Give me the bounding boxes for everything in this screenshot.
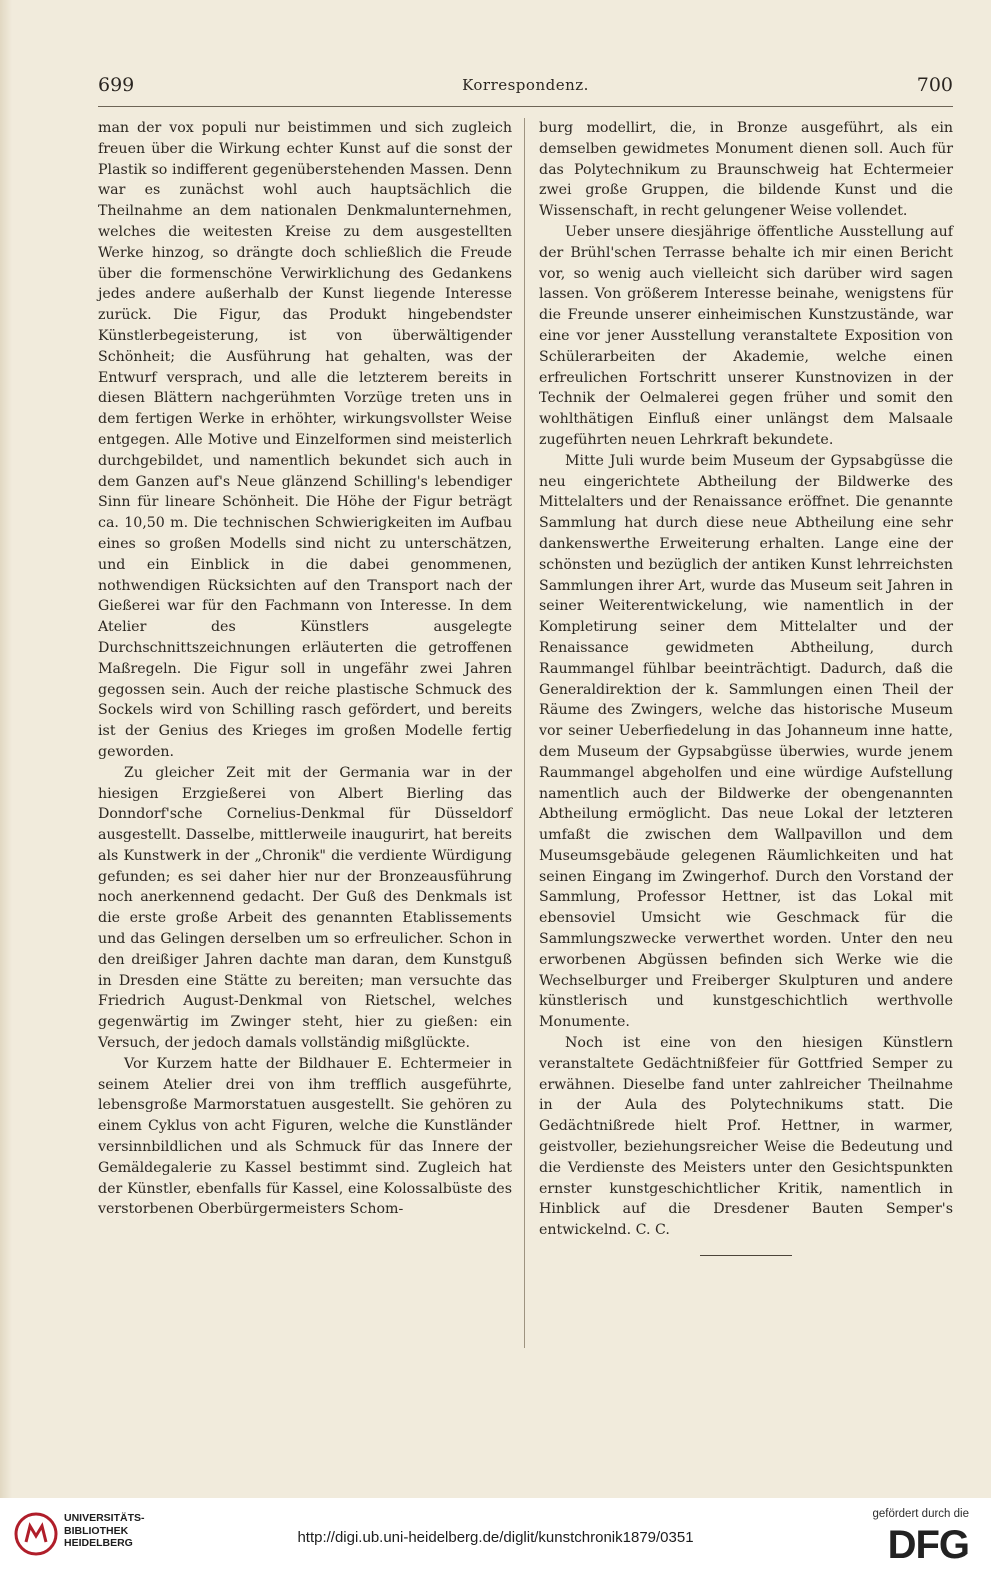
- source-url-link[interactable]: http://digi.ub.uni-heidelberg.de/diglit/kunstchronik1879/0351: [297, 1529, 694, 1546]
- scan-edge-shadow: [0, 0, 12, 1498]
- university-line: UNIVERSITÄTS-: [64, 1512, 145, 1524]
- left-page-number: 699: [98, 74, 135, 96]
- digitization-footer: [0, 1498, 991, 1581]
- left-column: [98, 118, 512, 1220]
- paragraph: man der vox populi nur beistimmen und sich zugleich freuen über die Wirkung echter Kunst auf die sonst der Plastik so indifferent gegenüberstehenden Massen. Denn war es zunächst wohl auch hauptsächlich die Theilnahme an dem nationalen Denkmalunternehmen, welches die weitesten Kreise zu dem ausgestellten Werke hinzog, so drängte doch schließlich die Freude über die formenschöne Verwirklichung des Gedankens jedes andere außerhalb der Kunst liegende Interesse zurück. Die Figur, das Produkt hingebendster Künstlerbegeisterung, ist von überwältigender Schönheit; die Ausführung hat gehalten, was der Entwurf versprach, und alle die letzterem bereits in diesen Blättern nachgerühmten Vorzüge treten uns in dem fertigen Werke in erhöhter, wirkungsvollster Weise entgegen. Alle Motive und Einzelformen sind meisterlich durchgebildet, und namentlich bekundet sich auch in dem Ganzen auf's Neue glänzend Schilling's lebendiger Sinn für lineare Schönheit. Die Höhe der Figur beträgt ca. 10,50 m. Die technischen Schwierigkeiten im Aufbau eines so großen Modells sind nicht zu unterschätzen, und ein Einblick in die dabei genommenen, nothwendigen Rücksichten auf den Transport nach der Gießerei war für den Fachmann von Interesse. In dem Atelier des Künstlers ausgelegte Durchschnittszeichnungen erläuterten die getroffenen Maßregeln. Die Figur soll in ungefähr zwei Jahren gegossen sein. Auch der reiche plastische Schmuck des Sockels wird von Schilling rasch gefördert, und bereits ist der Genius des Krieges im großen Modelle fertig geworden.: [98, 120, 512, 760]
- paragraph: burg modellirt, die, in Bronze ausgeführt, als ein demselben gewidmetes Monument dienen soll. Auch für das Polytechnikum zu Braunschweig hat Echtermeier zwei große Gruppen, die bildende Kunst und die Wissenschaft, in recht gelungener Weise vollendet.: [539, 120, 953, 220]
- university-line: HEIDELBERG: [64, 1537, 133, 1549]
- running-title: Korrespondenz.: [462, 76, 589, 94]
- paragraph: Vor Kurzem hatte der Bildhauer E. Echtermeier in seinem Atelier drei von ihm trefflich ausgeführte, lebensgroße Marmorstatuen ausgestellt. Sie gehören zu einem Cyklus von acht Figuren, welche die Kunstländer versinnbildlichen und als Schmuck für das Innere der Gemäldegalerie zu Kassel bestimmt sind. Zugleich hat der Künstler, ebenfalls für Kassel, eine Kolossalbüste des verstorbenen Oberbürgermeisters Schom-: [98, 1055, 512, 1218]
- right-page-number: 700: [916, 74, 953, 96]
- closing-rule: [700, 1255, 792, 1256]
- header-rule: [98, 106, 953, 107]
- paragraph: Noch ist eine von den hiesigen Künstlern veranstaltete Gedächtnißfeier für Gottfried Semper zu erwähnen. Dieselbe fand unter zahlreicher Theilnahme in der Aula des Polytechnikums statt. Die Gedächtnißrede hielt Prof. Hettner, in warmer, geistvoller, beziehungsreicher Weise die Bedeutung und die Verdienste des Meisters unter den Gesichtspunkten ernster kunstgeschichtlicher Kritik, namentlich in Hinblick auf die Dresdener Bauten Semper's entwickelnd. C. C.: [539, 1035, 953, 1239]
- paragraph: Zu gleicher Zeit mit der Germania war in der hiesigen Erzgießerei von Albert Bierling das Donndorf'sche Cornelius-Denkmal für Düsseldorf ausgestellt. Dasselbe, mittlerweile inaugurirt, hat bereits als Kunstwerk in der „Chronik" die verdiente Würdigung gefunden; es sei daher hier nur der Bronzeausführung noch anerkennend gedacht. Der Guß des Denkmals ist die erste große Arbeit des genannten Etablissements und das Gelingen derselben um so erfreulicher. Schon in den dreißiger Jahren dachte man daran, dem Kunstguß in Dresden eine Stätte zu bereiten; man versuchte das Friedrich August-Denkmal von Rietschel, welches gegenwärtig im Zwinger steht, hier zu gießen: ein Versuch, der jedoch damals vollständig mißglückte.: [98, 764, 512, 1052]
- university-line: BIBLIOTHEK: [64, 1524, 129, 1537]
- page-header: [98, 74, 953, 100]
- column-divider: [524, 118, 525, 1348]
- paragraph: Ueber unsere diesjährige öffentliche Ausstellung auf der Brühl'schen Terrasse behalte ich mir einen Bericht vor, so wenig auch vielleicht sich darüber wird sagen lassen. Von größerem Interesse beinahe, wenigstens für die Freunde unserer einheimischen Kunstzustände, war eine vor jener Ausstellung veranstaltete Exposition von Schülerarbeiten der Akademie, welche einen erfreulichen Fortschritt unserer Kunstnovizen in der Technik der Oelmalerei gegen früher und somit den wohlthätigen Einfluß einer unlängst dem Malsaale zugeführten neuen Lehrkraft bekundete.: [539, 223, 953, 448]
- paragraph: Mitte Juli wurde beim Museum der Gypsabgüsse die neu eingerichtete Abtheilung der Bildwerke des Mittelalters und der Renaissance eröffnet. Die genannte Sammlung hat durch diese neue Abtheilung eine sehr dankenswerthe Erweiterung erhalten. Lange eine der schönsten und bezüglich der antiken Kunst lehrreichsten Sammlungen ihrer Art, wurde das Museum seit Jahren in seiner Weiterentwickelung, wie namentlich in der Kompletirung seiner dem Mittelalter und der Renaissance gewidmeten Abtheilung, durch Raummangel fühlbar beeinträchtigt. Dadurch, daß die Generaldirektion der k. Sammlungen einen Theil der Räume des Zwingers, welche das historische Museum vor seiner Ueberfiedelung in das Johanneum inne hatte, dem Museum der Gypsabgüsse überwies, wurde jenem Raummangel abgeholfen und eine würdige Aufstellung namentlich auch der Bildwerke der obengenannten Abtheilung ermöglicht. Das neue Lokal der letzteren umfaßt die zwischen dem Wallpavillon und dem Museumsgebäude gelegenen Räumlichkeiten und hat seinen Eingang im Zwingerhof. Durch den Vorstand der Sammlung, Professor Hettner, ist das Lokal mit ebensoviel Umsicht wie Geschmack für die Sammlungszwecke verwerthet worden. Unter den neu erworbenen Abgüssen befinden sich Werke wie die Wechselburger und Freiberger Skulpturen und andere künstlerisch und kunstgeschichtlich werthvolle Monumente.: [539, 452, 953, 1031]
- right-column: [539, 118, 953, 1256]
- dfg-logo: DFG: [887, 1523, 969, 1567]
- funded-by-label: gefördert durch die: [872, 1508, 969, 1520]
